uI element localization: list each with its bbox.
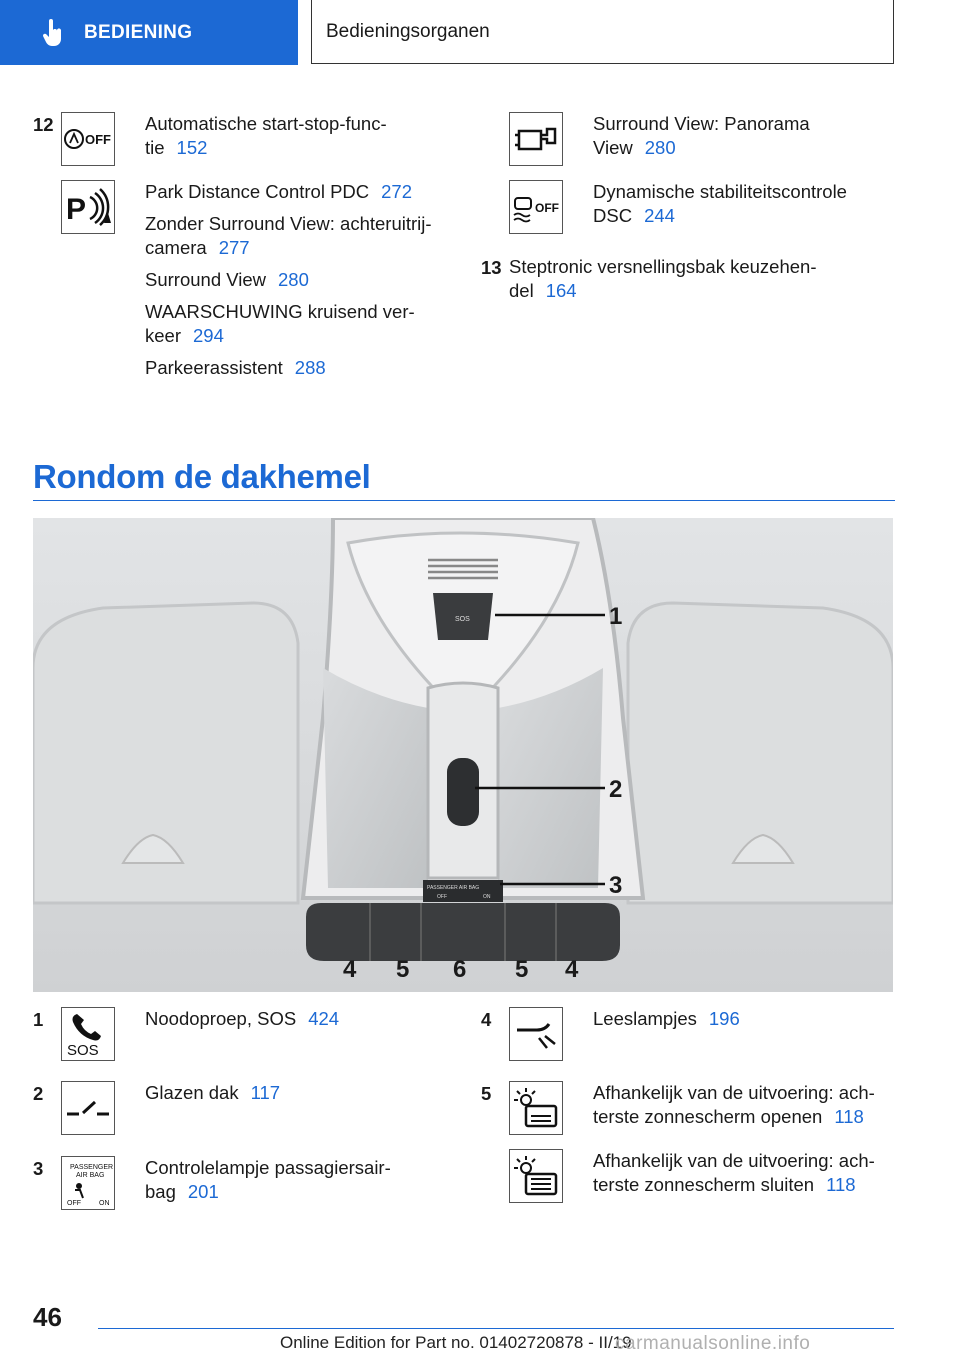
svg-text:PASSENGER: PASSENGER [70,1164,113,1171]
page-link[interactable]: 294 [193,325,224,346]
reading-light-icon [509,1007,563,1061]
page-link[interactable]: 244 [644,205,675,226]
list-item: Dynamische stabiliteitscontrole DSC 244 [593,181,847,226]
page-link[interactable]: 424 [308,1008,340,1029]
chapter-title: Bedieningsorganen [326,20,490,42]
passenger-airbag-icon [61,1156,115,1210]
list-item: Controlelampje passagiersair- bag 201 [145,1157,391,1202]
callout-4: 4 [565,956,579,983]
svg-text:AIR BAG: AIR BAG [76,1172,105,1179]
heading-rule [33,500,895,501]
svg-text:OFF: OFF [437,894,447,900]
list-item: Afhankelijk van de uitvoering: ach- terste zonnescherm sluiten 118 [593,1150,875,1195]
item-number: 13 [481,257,502,278]
svg-text:SOS: SOS [455,616,470,623]
svg-text:SOS: SOS [67,1042,99,1058]
item-number: 4 [481,1009,492,1030]
svg-text:OFF: OFF [67,1200,81,1207]
item-number: 3 [33,1158,44,1179]
section-heading: Rondom de dakhemel [33,458,371,495]
svg-text:OFF: OFF [85,132,111,147]
callout-5: 5 [515,956,529,983]
page-link[interactable]: 280 [278,269,309,290]
svg-text:P: P [66,193,87,226]
page-link[interactable]: 196 [708,1008,740,1029]
callout-4: 4 [343,956,357,983]
list-item: Automatische start-stop-func- tie 152 [145,113,387,158]
page-link[interactable]: 152 [176,137,208,158]
page-link[interactable]: 117 [250,1082,281,1103]
item-number: 2 [33,1083,44,1104]
dsc-off-icon [509,180,563,234]
section-tab-label: BEDIENING [84,21,193,43]
callout-5: 5 [396,956,410,983]
list-item: Park Distance Control PDC 272 Zonder Surround View: achteruitrij- camera 277 Surround View 280 WAARSCHUWING kruisend ver- keer 294 Parkeerassistent 288 [145,181,432,378]
callout-6: 6 [453,956,467,983]
svg-text:ON: ON [99,1200,110,1207]
item-number: 5 [481,1083,492,1104]
hand-pointer-icon [38,18,68,48]
list-item: Afhankelijk van de uitvoering: ach- terste zonnescherm openen 118 [593,1082,875,1127]
page-link[interactable]: 164 [545,280,577,301]
auto-start-stop-off-icon [61,112,115,166]
page-number: 46 [33,1302,62,1332]
list-item: Surround View: Panorama View 280 [593,113,810,158]
edition-text: Online Edition for Part no. 01402720878 - II/19 [280,1333,632,1352]
page-link[interactable]: 280 [644,137,676,158]
section-tab[interactable] [0,0,298,65]
item-number: 12 [33,114,54,135]
svg-text:PASSENGER AIR BAG: PASSENGER AIR BAG [427,885,480,891]
park-distance-control-icon [61,180,115,234]
sos-call-icon [61,1007,115,1061]
page-link[interactable]: 277 [218,237,250,258]
sunblind-open-icon [509,1081,563,1135]
page-link[interactable]: 118 [826,1174,856,1195]
watermark: carmanualsonline.info [615,1333,811,1354]
roof-console-photo [33,518,893,992]
page-link[interactable]: 118 [834,1106,864,1127]
callout-2: 2 [609,776,623,803]
page-link[interactable]: 288 [294,357,326,378]
footer-rule [98,1328,894,1329]
list-item: Glazen dak 117 [145,1082,281,1103]
glass-roof-icon [61,1081,115,1135]
svg-text:ON: ON [483,894,491,900]
callout-1: 1 [609,603,623,630]
item-number: 1 [33,1009,44,1030]
list-item: Noodoproep, SOS 424 [145,1008,340,1029]
list-item: Leeslampjes 196 [593,1008,740,1029]
callout-3: 3 [609,872,623,899]
sunblind-close-icon [509,1149,563,1203]
page-link[interactable]: 201 [187,1181,219,1202]
list-item: Steptronic versnellingsbak keuzehen- del 164 [509,256,817,301]
page-link[interactable]: 272 [381,181,413,202]
chapter-header [311,0,894,64]
panorama-view-icon [509,112,563,166]
svg-text:OFF: OFF [535,201,559,215]
